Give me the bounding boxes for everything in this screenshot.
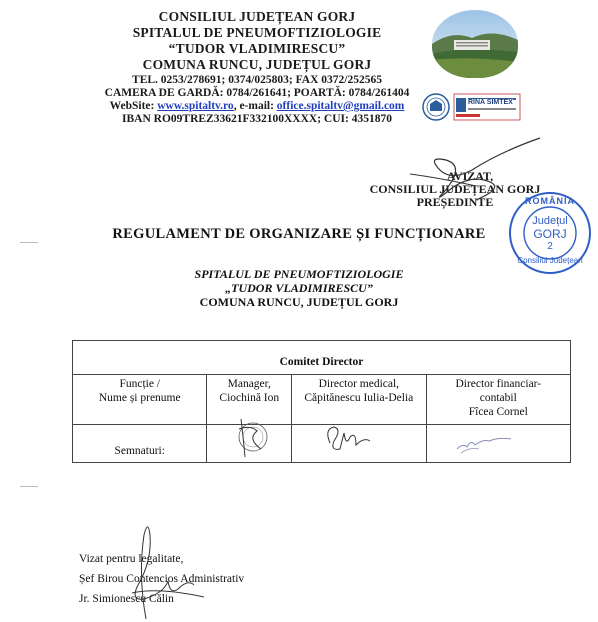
approval-council: CONSILIUL JUDEȚEAN GORJ xyxy=(369,182,541,196)
hospital-header xyxy=(96,9,418,126)
visa-name: Jr. Simionescu Călin xyxy=(79,593,174,605)
col-function: Funcție / Nume și prenume xyxy=(73,375,207,425)
table-heading: Comitet Director xyxy=(73,341,571,375)
col-financial-director: Director financiar- contabil Fîcea Cornel xyxy=(426,375,570,425)
header-hospital: SPITALUL DE PNEUMOFTIZIOLOGIE xyxy=(132,25,382,40)
medical-director-signature xyxy=(320,419,390,455)
header-phone: TEL. 0253/278691; 0374/025803; FAX 0372/252565 xyxy=(132,74,382,86)
document-title: REGULAMENT DE ORGANIZARE ȘI FUNCȚIONARE xyxy=(112,226,486,242)
margin-mark xyxy=(20,486,38,487)
header-iban: IBAN RO09TREZ33621F332100XXXX; CUI: 4351870 xyxy=(122,113,392,125)
director-committee-table xyxy=(72,340,571,463)
financial-director-signature xyxy=(453,427,523,457)
approval-president: PREȘEDINTE xyxy=(416,195,494,209)
certification-logos xyxy=(416,92,524,122)
manager-signature-cell xyxy=(207,425,292,463)
legal-signature xyxy=(108,515,218,622)
stamp-number: 2 xyxy=(547,241,553,252)
subtitle-address: COMUNA RUNCU, JUDEȚUL GORJ xyxy=(199,295,399,309)
header-address: COMUNA RUNCU, JUDEȚUL GORJ xyxy=(142,57,372,72)
margin-mark xyxy=(20,242,38,243)
medical-director-signature-cell xyxy=(292,425,426,463)
col-medical-director: Director medical, Căpitănescu Iulia-Delia xyxy=(292,375,426,425)
stamp-gorj: GORJ xyxy=(533,227,567,241)
table-row xyxy=(73,375,571,425)
signatures-label: Semnaturi: xyxy=(73,425,207,463)
hospital-photo xyxy=(432,10,518,78)
header-hospital-name: “TUDOR VLADIMIRESCU” xyxy=(168,41,346,56)
header-council: CONSILIUL JUDEȚEAN GORJ xyxy=(158,9,356,24)
financial-director-signature-cell xyxy=(426,425,570,463)
stamp-judet: Județul xyxy=(532,215,568,227)
visa-position: Șef Birou Contencios Administrativ xyxy=(79,573,245,585)
document-subtitle xyxy=(0,267,598,309)
approval-avizat: AVIZAT, xyxy=(446,169,494,183)
subtitle-name: „TUDOR VLADIMIRESCU” xyxy=(225,281,373,295)
email-label: , e-mail: xyxy=(233,100,274,112)
stamp-bottom: Consiliul Județean xyxy=(517,256,583,265)
rina-label: RINA SIMTEX xyxy=(468,99,513,106)
website-link[interactable]: www.spitaltv.ro xyxy=(157,100,234,112)
header-web-line xyxy=(96,100,418,113)
subtitle-hospital: SPITALUL DE PNEUMOFTIZIOLOGIE xyxy=(194,267,404,281)
header-guard: CAMERA DE GARDĂ: 0784/261641; POARTĂ: 0784/261404 xyxy=(104,87,410,99)
stamp-top: ROMÂNIA xyxy=(525,196,575,206)
col-manager: Manager, Ciochină Ion xyxy=(207,375,292,425)
manager-signature xyxy=(221,415,281,461)
email-link[interactable]: office.spitaltv@gmail.com xyxy=(276,100,405,112)
website-label: WebSite: xyxy=(109,100,155,112)
table-row xyxy=(73,425,571,463)
visa-line: Vizat pentru legalitate, xyxy=(79,553,184,565)
